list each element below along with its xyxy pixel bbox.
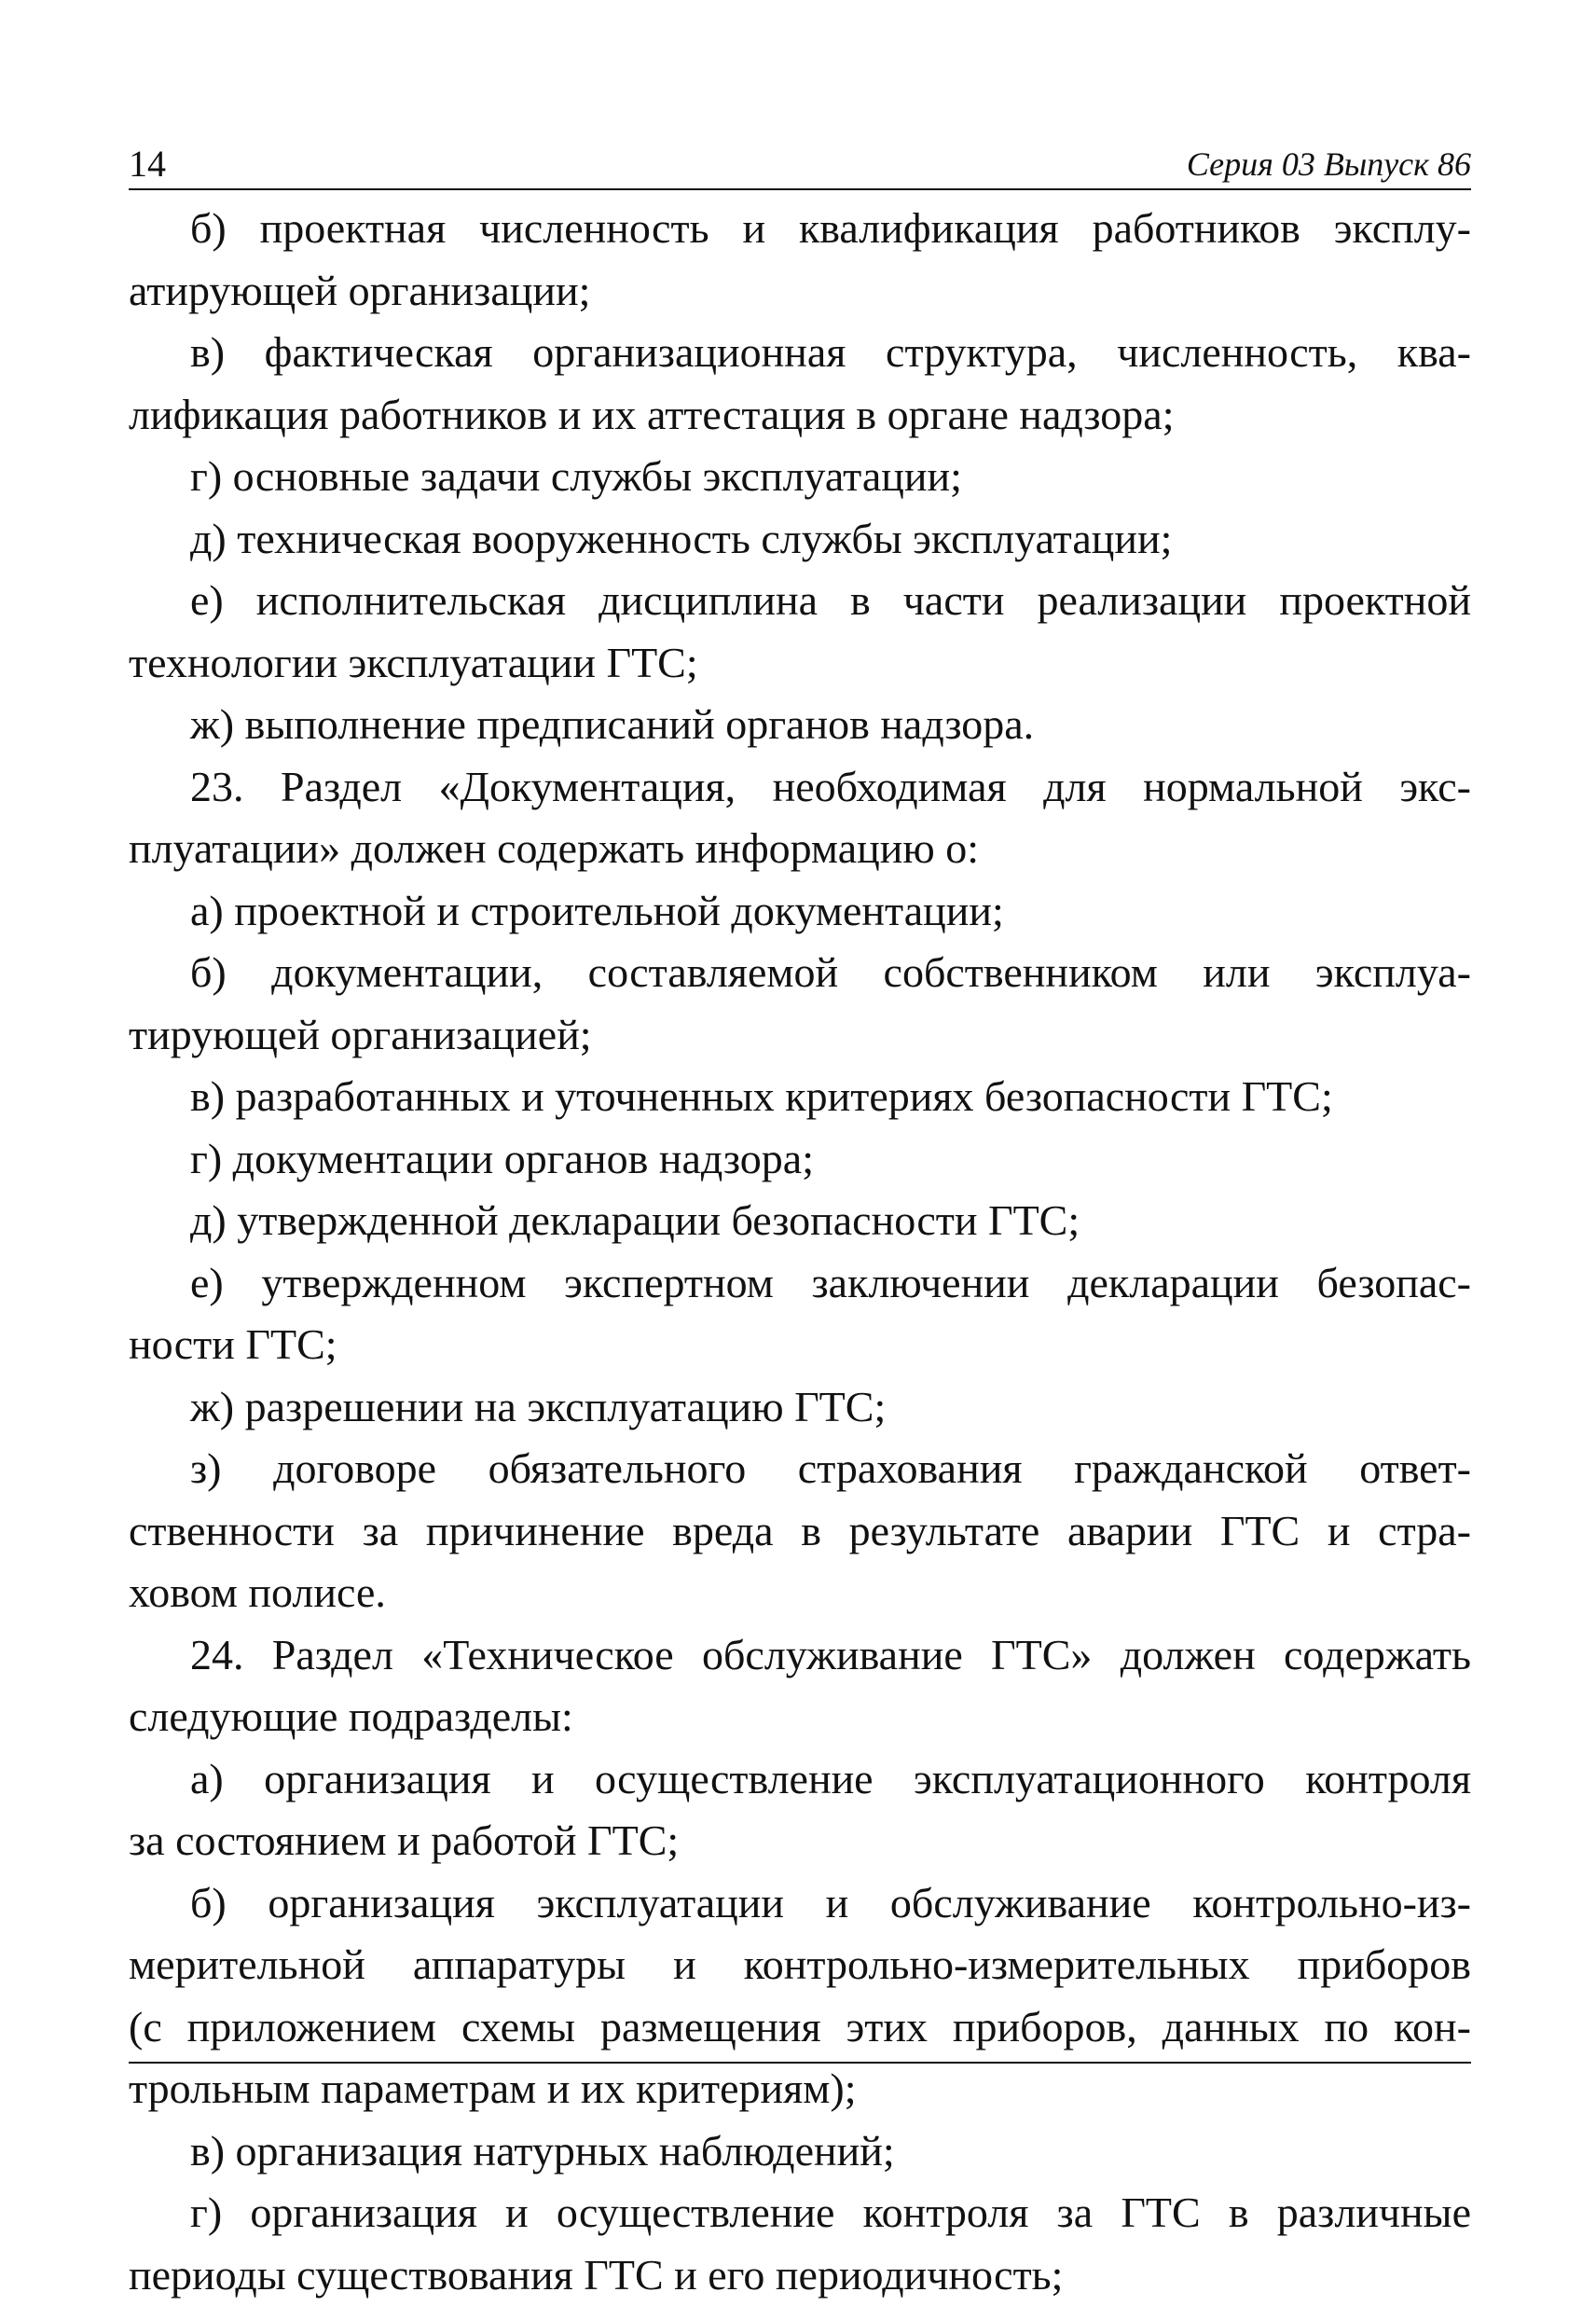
text-line: з) договоре обязательного страхования гражданской ответ-	[129, 1438, 1471, 1500]
page-number: 14	[129, 140, 166, 188]
text-line: б) организация эксплуатации и обслуживание контрольно-из-	[129, 1872, 1471, 1935]
text-line: д) техническая вооруженность службы эксплуатации;	[129, 508, 1471, 571]
series-label: Серия 03 Выпуск 86	[1187, 140, 1471, 188]
text-line: д) утвержденной декларации безопасности ГТС;	[129, 1190, 1471, 1252]
text-line: е) исполнительская дисциплина в части реализации проектной	[129, 570, 1471, 632]
text-line: атирующей организации;	[129, 260, 1471, 323]
text-line: мерительной аппаратуры и контрольно-измерительных приборов	[129, 1934, 1471, 1996]
text-line: ж) разрешении на эксплуатацию ГТС;	[129, 1376, 1471, 1439]
text-line: лификация работников и их аттестация в органе надзора;	[129, 384, 1471, 447]
text-line: б) проектная численность и квалификация работников эксплу-	[129, 198, 1471, 260]
text-line: ности ГТС;	[129, 1314, 1471, 1376]
text-line: 24. Раздел «Техническое обслуживание ГТС» должен содержать	[129, 1624, 1471, 1687]
text-line: (с приложением схемы размещения этих приборов, данных по кон-	[129, 1996, 1471, 2059]
text-line: тирующей организацией;	[129, 1004, 1471, 1067]
text-line: в) фактическая организационная структура, численность, ква-	[129, 322, 1471, 384]
text-line: 23. Раздел «Документация, необходимая для нормальной экс-	[129, 756, 1471, 819]
text-line: ственности за причинение вреда в результате аварии ГТС и стра-	[129, 1500, 1471, 1563]
text-line: е) утвержденном экспертном заключении декларации безопас-	[129, 1252, 1471, 1315]
text-line: ж) выполнение предписаний органов надзора.	[129, 694, 1471, 756]
body-text	[129, 198, 1471, 2306]
page-header	[129, 140, 1471, 188]
text-line: ховом полисе.	[129, 1562, 1471, 1624]
text-line: периоды существования ГТС и его периодичность;	[129, 2244, 1471, 2306]
text-line: трольным параметрам и их критериям);	[129, 2058, 1471, 2120]
text-line: г) организация и осуществление контроля за ГТС в различные	[129, 2182, 1471, 2244]
text-line: б) документации, составляемой собственником или эксплуа-	[129, 942, 1471, 1004]
text-line: в) организация натурных наблюдений;	[129, 2120, 1471, 2183]
text-line: в) разработанных и уточненных критериях безопасности ГТС;	[129, 1066, 1471, 1128]
text-line: а) проектной и строительной документации;	[129, 880, 1471, 943]
text-line: технологии эксплуатации ГТС;	[129, 632, 1471, 695]
text-line: г) основные задачи службы эксплуатации;	[129, 446, 1471, 508]
text-line: г) документации органов надзора;	[129, 1128, 1471, 1191]
text-line: плуатации» должен содержать информацию о:	[129, 818, 1471, 880]
text-line: за состоянием и работой ГТС;	[129, 1810, 1471, 1872]
text-line: следующие подразделы:	[129, 1686, 1471, 1748]
header-rule	[129, 188, 1471, 190]
bottom-rule	[129, 2062, 1471, 2064]
text-line: а) организация и осуществление эксплуатационного контроля	[129, 1748, 1471, 1811]
